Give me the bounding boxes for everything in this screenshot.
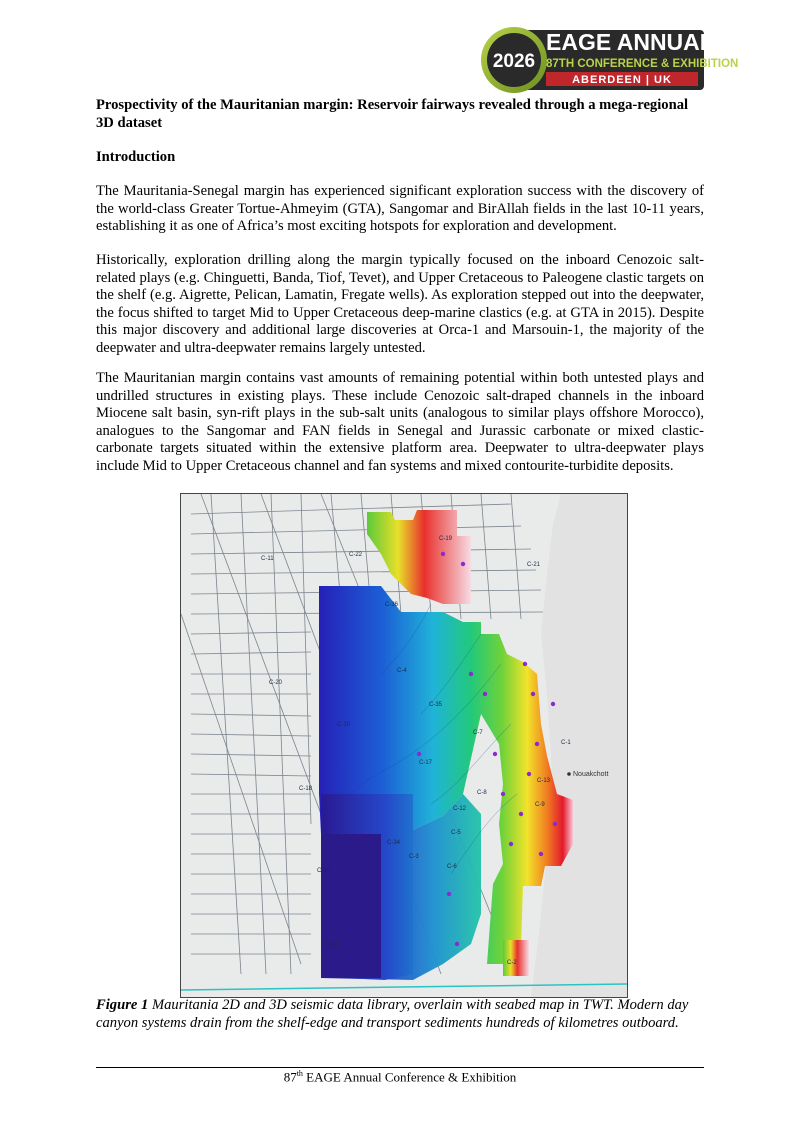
city-marker	[567, 772, 571, 776]
caption-label: Figure 1	[96, 997, 149, 1013]
city-label-nouakchott: Nouakchott	[573, 771, 609, 778]
block-label: C-14	[325, 942, 339, 948]
3d-survey-west	[321, 834, 381, 978]
block-label: C-5	[451, 830, 461, 836]
figure-caption	[96, 997, 704, 1032]
block-label: C-6	[447, 864, 457, 870]
block-label: C-10	[337, 722, 351, 728]
block-label: C-21	[527, 562, 541, 568]
footer-sup: th	[296, 1069, 303, 1078]
footer-prefix: 87	[283, 1069, 297, 1085]
block-label: C-15	[317, 868, 331, 874]
paragraph-2: Historically, exploration drilling along the margin typically focused on the inboard Cenozoic salt-related plays (e.g. Chinguetti, Banda, Tiof, Tevet), and Upper Cretaceous to Paleogene clastic targets on the shelf (e.g. Aigrette, Pelican, Lamatin, Fregate wells). As exploration stepped out into the deepwater, the focus shifted to target Mid to Upper Cretaceous deep-marine clastics (e.g. at GTA in 2015). Despite this major discovery and additional large discoveries at Orca-1 and Marsouin-1, the majority of the deepwater and ultra-deepwater remains largely untested.	[96, 252, 704, 356]
block-label: C-18	[299, 786, 313, 792]
block-label: C-4	[397, 668, 407, 674]
3d-survey-small	[503, 940, 529, 976]
footer-rule	[96, 1067, 704, 1068]
logo-line1: EAGE ANNUAL	[546, 29, 714, 55]
logo-line3: ABERDEEN | UK	[572, 74, 672, 86]
block-label: C-20	[269, 680, 283, 686]
block-label: C-9	[535, 802, 545, 808]
footer	[96, 1069, 704, 1085]
figure-1-map	[180, 493, 628, 998]
land-area	[531, 494, 627, 997]
logo-year: 2026	[492, 51, 536, 72]
paragraph-1: The Mauritania-Senegal margin has experienced significant exploration success with the discovery of the world-class Greater Tortue-Ahmeyim (GTA), Sangomar and BirAllah fields in the last 10-11 years, establishing it as one of Africa’s most exciting hotspots for exploration and development.	[96, 183, 704, 235]
block-label: C-35	[429, 702, 443, 708]
block-label: C-17	[419, 760, 433, 766]
caption-text: Mauritania 2D and 3D seismic data library, overlain with seabed map in TWT. Modern day canyon systems drain from the shelf-edge and transport sediments hundreds of kilometres outboard.	[96, 997, 689, 1031]
block-label: C-7	[473, 730, 483, 736]
block-label: C-11	[261, 556, 274, 562]
block-label: C-22	[349, 552, 363, 558]
block-label: C-2	[507, 960, 517, 966]
block-label: C-19	[439, 536, 453, 542]
footer-suffix: EAGE Annual Conference & Exhibition	[302, 1069, 517, 1085]
block-label: C-1	[561, 740, 571, 746]
block-label: C-3	[409, 854, 419, 860]
block-label: C-34	[387, 840, 401, 846]
block-label: C-12	[453, 806, 467, 812]
block-label: C-36	[385, 602, 399, 608]
introduction-heading: Introduction	[96, 149, 176, 165]
block-label: C-13	[537, 778, 551, 784]
logo-line2: 87TH CONFERENCE & EXHIBITION	[546, 58, 739, 70]
paper-title: Prospectivity of the Mauritanian margin: Reservoir fairways revealed through a mega-regional 3D dataset	[96, 97, 689, 131]
block-label: C-8	[477, 790, 487, 796]
paragraph-3: The Mauritanian margin contains vast amounts of remaining potential within both untested plays and undrilled structures in existing plays. These include Cenozoic salt-draped channels in the inboard Miocene salt basin, syn-rift plays in the sub-salt units (analogous to similar plays offshore Morocco), analogues to the Sangomar and FAN fields in Senegal and Jurassic carbonate or mixed clastic-carbonate targets situated within the extensive platform area. Deepwater to ultra-deepwater plays include Mid to Upper Cretaceous channel and fan systems and mixed contourite-turbidite deposits.	[96, 370, 704, 474]
eage-logo	[478, 22, 739, 94]
